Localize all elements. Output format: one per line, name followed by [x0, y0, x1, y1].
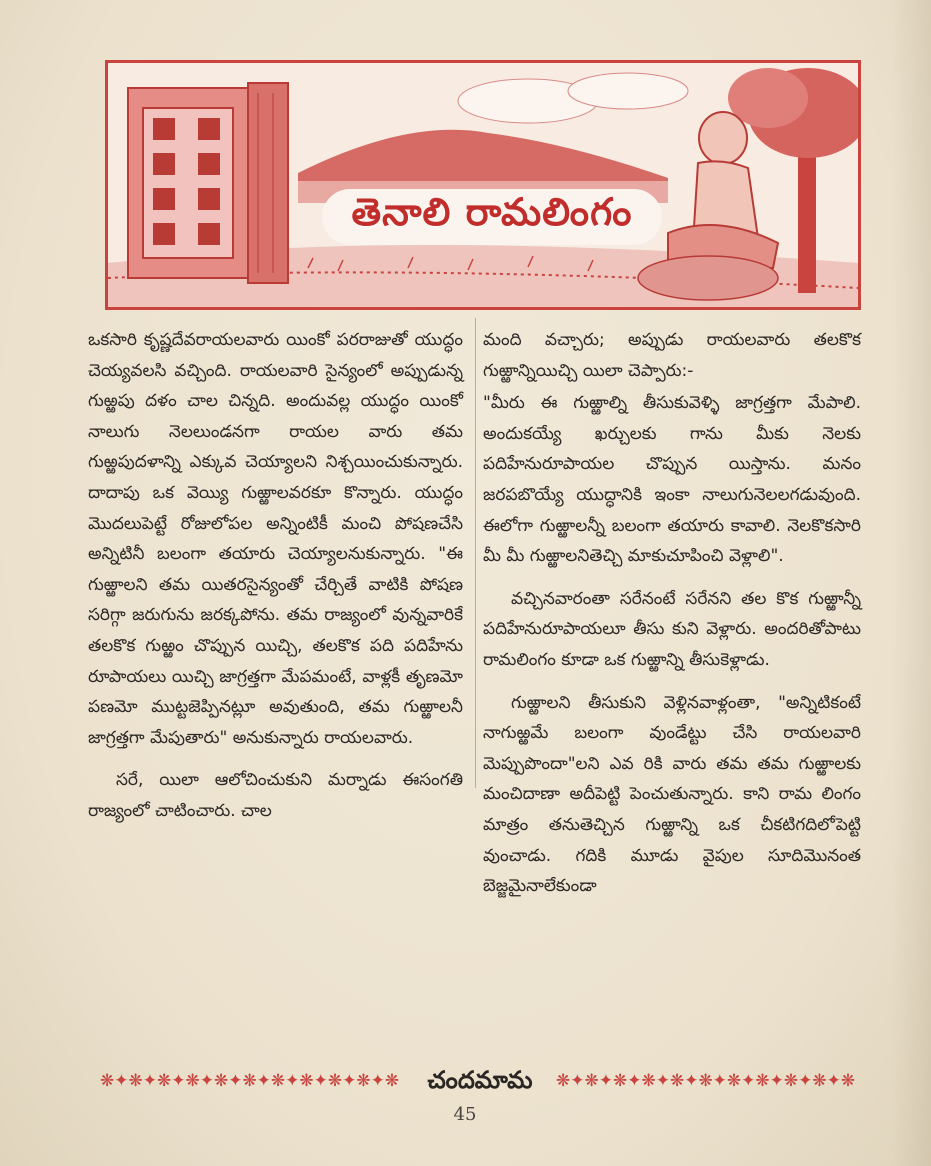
footer-ornament-left: ❋✦❋✦❋✦❋✦❋✦❋✦❋✦❋✦❋✦❋✦❋: [100, 1071, 400, 1091]
paragraph: గుఱ్ఱాలని తీసుకుని వెళ్లినవాళ్లంతా, "అన్నిటికంటే నాగుఱ్ఱమే బలంగా వుండేట్టు చేసి రాయలవారి మెప్పుపొందా"లని ఎవ రికి వారు తమ తమ గుఱ్ఱాలకు మంచిదాణా అదీపెట్టి పెంచుతున్నారు. కాని రామ లింగం మాత్రం తనుతెచ్చిన గుఱ్ఱాన్ని ఒక చీకటిగదిలోపెట్టి వుంచాడు. గదికి మూడు వైపుల సూదిమొనంత బెజ్జమైనాలేకుండా: [483, 692, 861, 897]
column-divider: [475, 318, 476, 788]
paragraph: వచ్చినవారంతా సరేనంటే సరేనని తల కొక గుఱ్ఱాన్నీ పదిహేనురూపాయలూ తీసు కుని వెళ్లారు. అందరితోపాటు రామలింగం కూడా ఒక గుఱ్ఱాన్ని తీసుకెళ్లాడు.: [483, 588, 861, 670]
paragraph: "మీరు ఈ గుఱ్ఱాల్ని తీసుకువెళ్ళి జాగ్రత్తగా మేపాలి. అందుకయ్యే ఖర్చులకు గాను మీకు నెలకు పదిహేనురూపాయల చొప్పున యిస్తాను. మనం జరపబొయ్యే యుద్ధానికి ఇంకా నాలుగునెలలగడువుంది. ఈలోగా గుఱ్ఱాలన్నీ బలంగా తయారు కావాలి. నెలకొకసారి మీ మీ గుఱ్ఱాలనితెచ్చి మాకుచూపించి వెళ్లాలి".: [483, 393, 861, 567]
page-number: 45: [453, 1104, 477, 1125]
left-column: [88, 325, 463, 827]
header-banner: [105, 60, 861, 310]
tenali-scene-illustration: [108, 63, 858, 307]
paragraph: మంది వచ్చారు; అప్పుడు రాయలవారు తలకొక గుఱ్ఱాన్నియిచ్చి యిలా చెప్పారు:-: [483, 330, 861, 381]
right-column: [483, 325, 861, 902]
paragraph: సరే, యిలా ఆలోచించుకుని మర్నాడు ఈసంగతి రాజ్యంలో చాటించారు. చాల: [88, 770, 463, 821]
paragraph: ఒకసారి కృష్ణదేవరాయలవారు యింకో పరరాజుతో యుద్ధం చెయ్యవలసి వచ్చింది. రాయలవారి సైన్యంలో అప్పుడున్న గుఱ్ఱపు దళం చాల చిన్నది. అందువల్ల యుద్ధం యింకో నాలుగు నెలలుండనగా రాయల వారు తమ గుఱ్ఱపుదళాన్ని ఎక్కువ చెయ్యాలని నిశ్చయించుకున్నారు. దాదాపు ఒక వెయ్యి గుఱ్ఱాలవరకూ కొన్నారు. యుద్ధం మొదలుపెట్టే రోజులోపల అన్నింటికీ మంచి పోషణచేసి అన్నిటినీ బలంగా తయారు చెయ్యాలనుకున్నారు. "ఈ గుఱ్ఱాలని తమ యితరసైన్యంతో చేర్చితే వాటికి పోషణ సరిగ్గా జరుగును జరక్కపోను. తమ రాజ్యంలో వున్నవారికే తలకొక గుఱ్ఱం చొప్పున యిచ్చి, తలకొక పది పదిహేను రూపాయలు యిచ్చి జాగ్రత్తగా మేపమంటే, వాళ్లకీ తృణమో పణమో ముట్టజెప్పినట్లూ అవుతుంది, తమ గుఱ్ఱాలనీ జాగ్రత్తగా మేపుతారు" అనుకున్నారు రాయలవారు.: [88, 330, 463, 748]
magazine-name: చందమామ: [427, 1066, 533, 1094]
story-title: తెనాలి రామలింగం: [322, 189, 662, 245]
footer-ornament-right: ❋✦❋✦❋✦❋✦❋✦❋✦❋✦❋✦❋✦❋✦❋: [556, 1071, 856, 1091]
page-edge-shadow: [891, 0, 931, 1166]
